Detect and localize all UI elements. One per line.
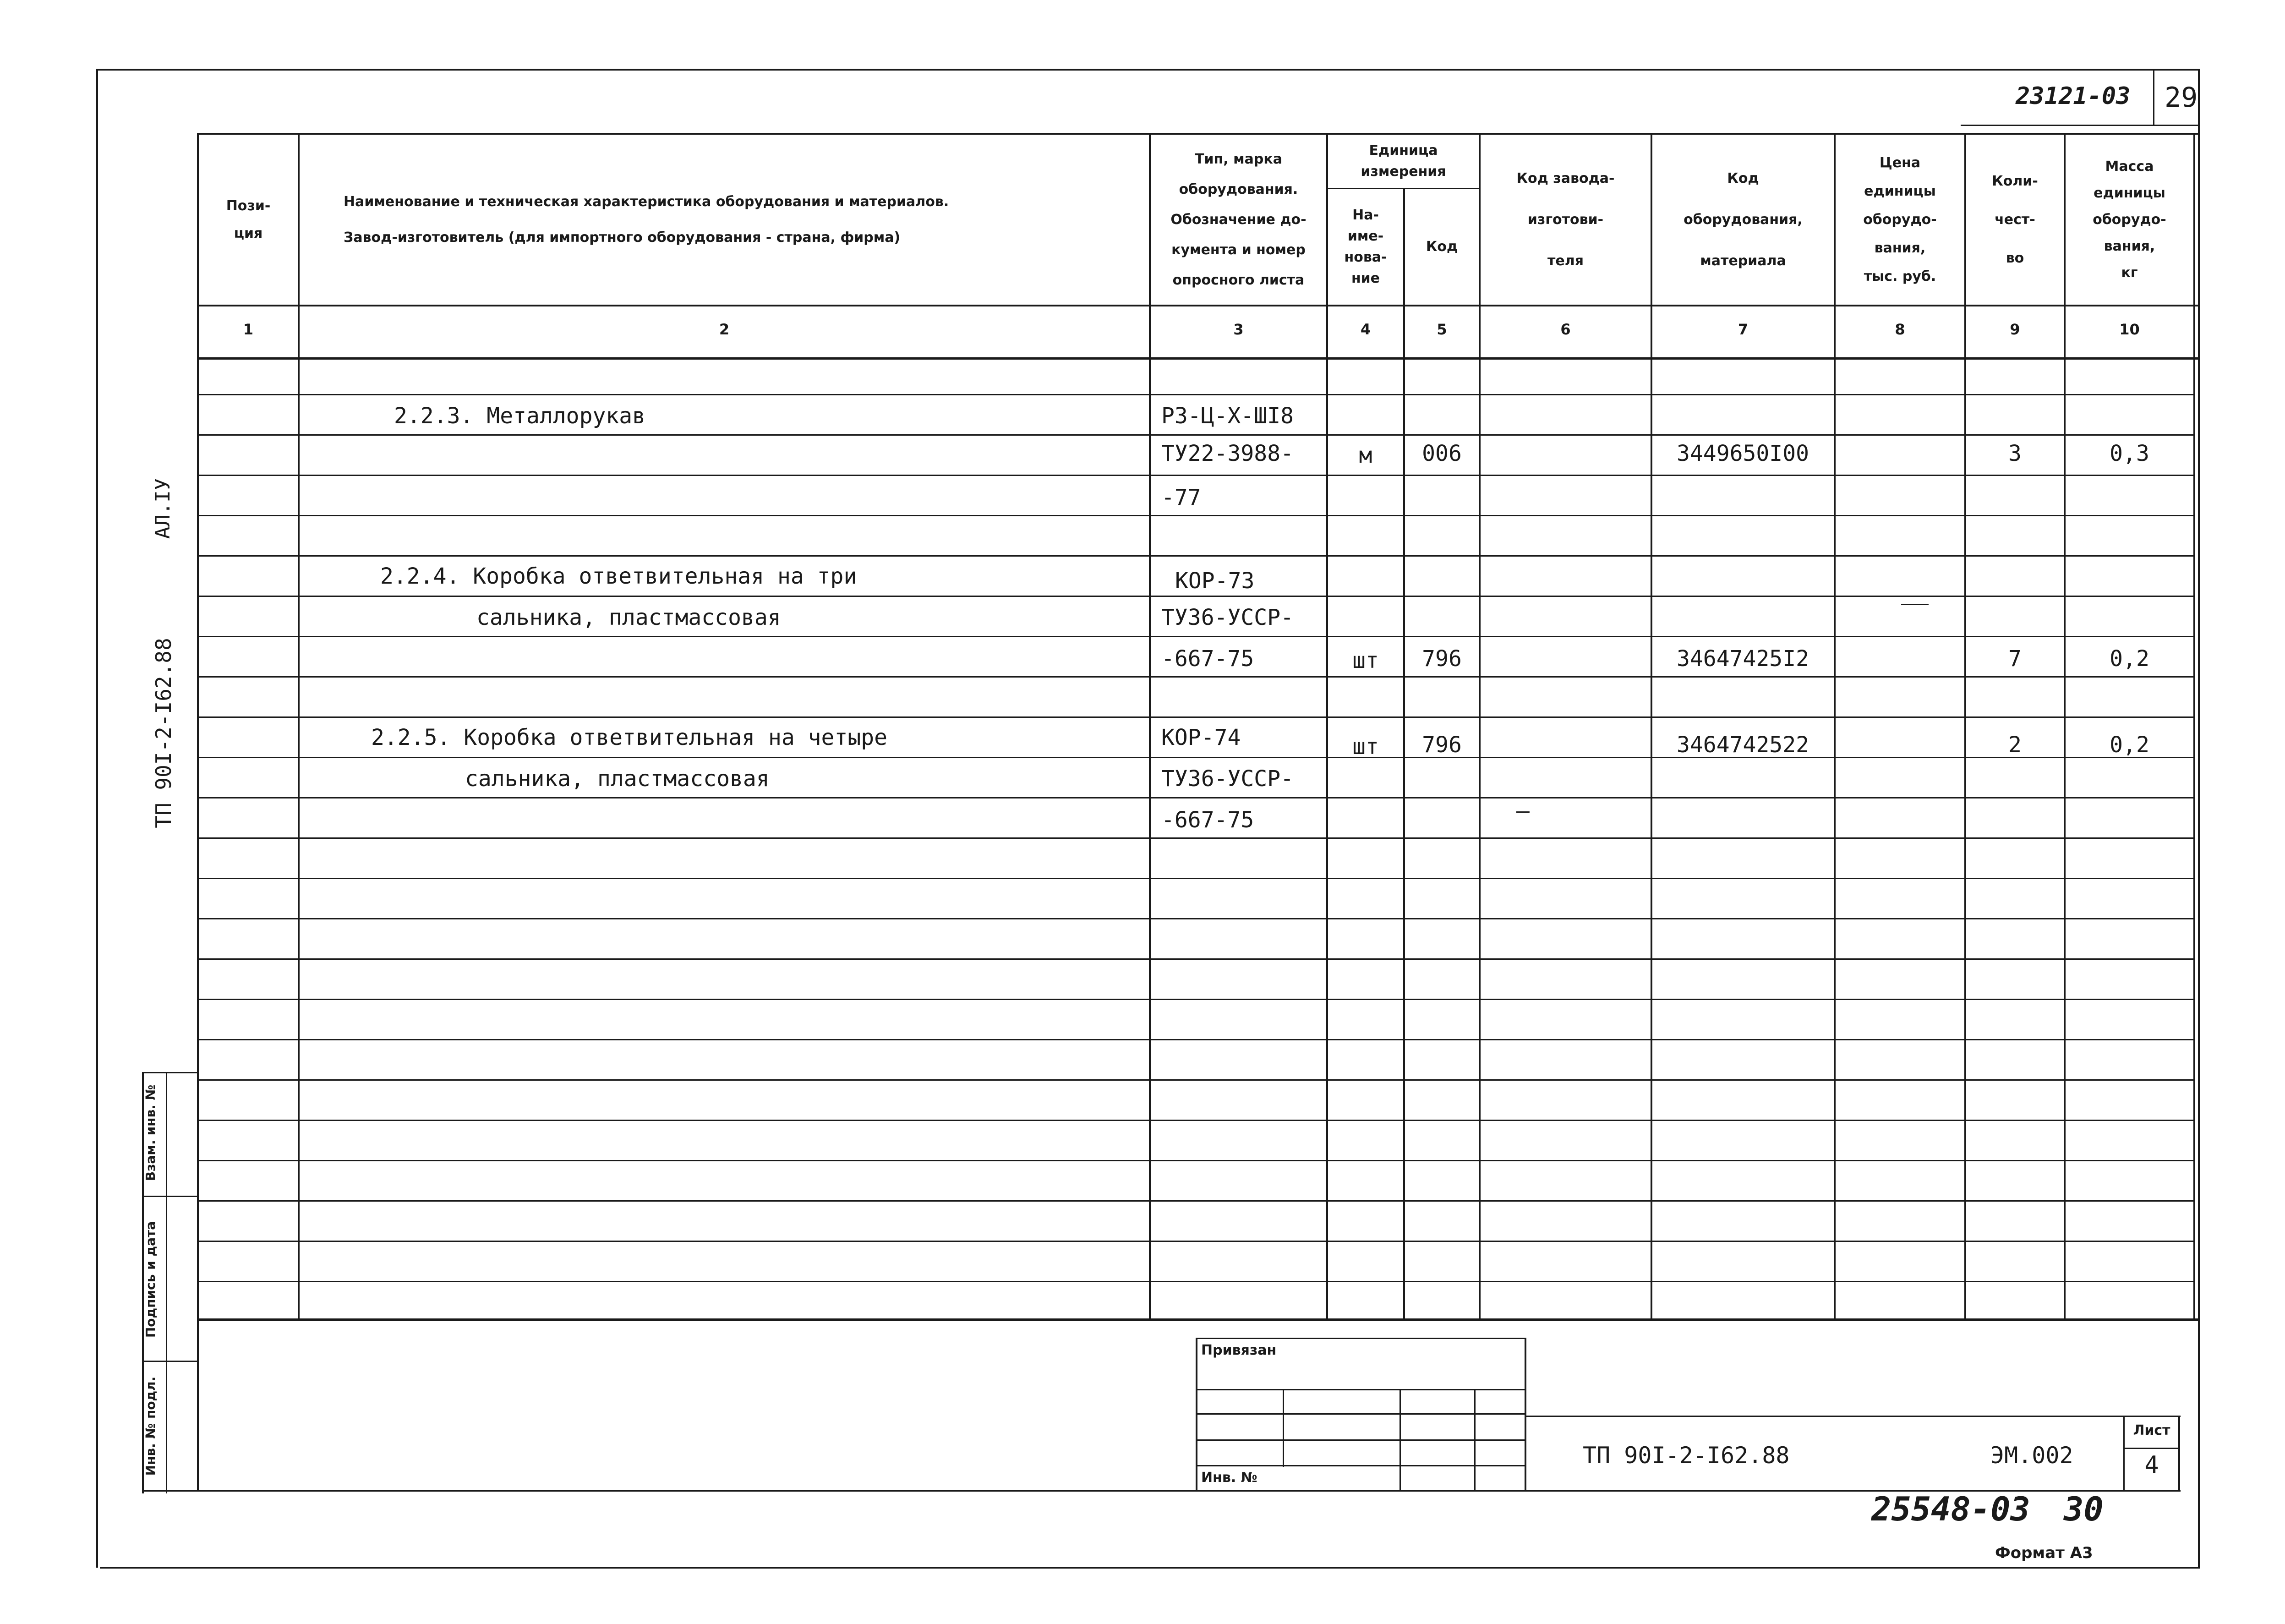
stamp-col-mid xyxy=(166,1072,167,1493)
outer-frame-right xyxy=(2198,69,2200,1568)
sheet-number: 4 xyxy=(2144,1451,2159,1479)
item-name: 2.2.3. Металлорукав xyxy=(394,403,646,429)
header-col2 xyxy=(302,135,1186,305)
item-name: сальника, пластмассовая xyxy=(476,605,781,630)
item-type: КОР-74 xyxy=(1161,725,1241,750)
column-number: 9 xyxy=(2010,321,2020,338)
item-unit-code: 006 xyxy=(1422,441,1462,466)
header-col5: Код xyxy=(1426,239,1458,255)
sheet-box-divider xyxy=(2153,69,2154,126)
attached-box-left xyxy=(1196,1338,1197,1492)
format-label: Формат А3 xyxy=(1995,1544,2093,1562)
row-line xyxy=(197,1200,2195,1202)
row-line xyxy=(197,918,2195,919)
item-quantity: 3 xyxy=(2008,441,2022,466)
header-unit-group: Единица измерения xyxy=(1361,142,1446,180)
item-type: -77 xyxy=(1161,485,1201,510)
column-number: 7 xyxy=(1738,321,1749,338)
row-line xyxy=(197,797,2195,798)
item-quantity: 7 xyxy=(2008,646,2022,672)
header-bottom xyxy=(197,305,2200,306)
row-line xyxy=(197,636,2195,637)
item-type: ТУ36-УССР- xyxy=(1161,766,1294,792)
row-line xyxy=(197,716,2195,718)
left-margin-doc-code: ТП 90I-2-I62.88 xyxy=(151,638,176,828)
item-equipment-code: 3449650I00 xyxy=(1677,441,1809,466)
header-col4: На- име- нова- ние xyxy=(1344,207,1387,286)
item-unit: шт xyxy=(1352,648,1379,673)
col-line-0 xyxy=(197,133,199,1320)
sheet-cell-left xyxy=(2123,1416,2125,1492)
outer-frame-top xyxy=(96,69,2200,71)
column-number: 6 xyxy=(1560,321,1571,338)
colnum-bottom xyxy=(197,357,2200,360)
outer-frame-left xyxy=(96,69,98,1568)
column-number: 8 xyxy=(1895,321,1905,338)
item-name: 2.2.4. Коробка ответвительная на три xyxy=(380,563,857,589)
item-equipment-code: 34647425I2 xyxy=(1677,646,1809,672)
row-line xyxy=(197,837,2195,839)
item-type: ТУ36-УССР- xyxy=(1161,605,1294,630)
sheet-box-bottom xyxy=(1961,125,2200,126)
item-type: ТУ22-3988- xyxy=(1161,441,1294,466)
column-number: 2 xyxy=(719,321,730,338)
handwritten-page: 30 xyxy=(2064,1490,2104,1528)
row-line xyxy=(197,1160,2195,1161)
bottom-box-top xyxy=(197,1319,2200,1321)
col-line-1 xyxy=(298,133,300,1320)
col-line-6 xyxy=(1651,133,1652,1320)
title-doc-code: ТП 90I-2-I62.88 xyxy=(1583,1442,1790,1469)
row-line xyxy=(197,596,2195,597)
row-line xyxy=(197,1281,2195,1282)
header-col6: Код завода- изготови- теля xyxy=(1516,170,1615,269)
item-name: сальника, пластмассовая xyxy=(465,766,770,792)
stray-mark xyxy=(2089,434,2191,436)
attached-col xyxy=(1283,1389,1284,1467)
header-col8: Цена единицы оборудо- вания, тыс. руб. xyxy=(1863,154,1937,284)
item-name: 2.2.5. Коробка ответвительная на четыре xyxy=(371,725,888,750)
row-line xyxy=(197,757,2195,758)
row-line xyxy=(197,878,2195,879)
sheet-cell-divider xyxy=(2123,1448,2180,1449)
col-line-8 xyxy=(1964,133,1966,1320)
row-line xyxy=(197,555,2195,557)
attached-row xyxy=(1196,1413,1525,1415)
column-number: 1 xyxy=(243,321,254,338)
row-line xyxy=(197,475,2195,476)
row-line xyxy=(197,676,2195,678)
col-line-2 xyxy=(1149,133,1151,1320)
row-line xyxy=(197,1241,2195,1242)
attached-box-right xyxy=(1525,1338,1526,1492)
item-plant-code: — xyxy=(1516,798,1530,824)
attached-label: Привязан xyxy=(1201,1342,1277,1358)
title-doc-mark: ЭМ.002 xyxy=(1990,1442,2073,1469)
attached-box-top xyxy=(1196,1338,1525,1339)
stray-mark xyxy=(1901,604,1929,605)
column-number: 3 xyxy=(1233,321,1244,338)
stamp-sign-label: Подпись и дата xyxy=(143,1221,158,1338)
item-type: РЗ-Ц-Х-ШI8 xyxy=(1161,403,1294,429)
item-type: -667-75 xyxy=(1161,646,1254,672)
col-line-9 xyxy=(2064,133,2066,1320)
row-line xyxy=(197,1079,2195,1081)
row-line xyxy=(197,394,2195,395)
item-unit-code: 796 xyxy=(1422,646,1462,672)
title-block-top xyxy=(1525,1416,2181,1417)
attached-row xyxy=(1196,1389,1525,1390)
row-line xyxy=(197,958,2195,960)
row-line xyxy=(197,434,2195,436)
attached-col xyxy=(1474,1389,1476,1492)
top-sheet-number: 29 xyxy=(2165,82,2198,114)
header-col10: Масса единицы оборудо- вания, кг xyxy=(2093,158,2166,281)
item-unit: м xyxy=(1359,443,1372,468)
attached-col xyxy=(1399,1389,1401,1492)
header-col2-line2: Завод-изготовитель (для импортного оборудования - страна, фирма) xyxy=(344,229,901,246)
bottom-box-left xyxy=(197,1319,199,1492)
column-number: 10 xyxy=(2119,321,2140,338)
row-line xyxy=(197,515,2195,516)
item-unit-code: 796 xyxy=(1422,732,1462,758)
handwritten-number: 25548-03 xyxy=(1871,1490,2030,1528)
item-mass: 0,2 xyxy=(2110,646,2149,672)
item-equipment-code: 3464742522 xyxy=(1677,732,1809,758)
col-line-5 xyxy=(1479,133,1481,1320)
inv-no-label: Инв. № xyxy=(1201,1470,1257,1486)
attached-row xyxy=(1196,1439,1525,1441)
item-mass: 0,2 xyxy=(2110,732,2149,758)
stamp-orig-label: Инв. № подл. xyxy=(143,1376,158,1476)
outer-frame-bottom xyxy=(100,1567,2200,1569)
item-type: КОР-73 xyxy=(1175,568,1255,594)
header-col1: Пози- ция xyxy=(226,197,271,241)
header-col9: Коли- чест- во xyxy=(1992,173,2038,266)
row-line xyxy=(197,999,2195,1000)
header-col3: Тип, марка оборудования. Обозначение до- кумента и номер опросного листа xyxy=(1170,151,1306,288)
sheet-label: Лист xyxy=(2133,1422,2170,1438)
item-quantity: 2 xyxy=(2008,732,2022,758)
col-line-10 xyxy=(2193,133,2195,1320)
col-line-7 xyxy=(1834,133,1836,1320)
handwritten-code: 23121-03 xyxy=(2016,82,2131,110)
column-number: 4 xyxy=(1360,321,1371,338)
item-mass: 0,3 xyxy=(2110,441,2149,466)
header-col7: Код оборудования, материала xyxy=(1684,170,1803,269)
item-type: -667-75 xyxy=(1161,807,1254,833)
row-line xyxy=(197,1120,2195,1121)
col-line-3 xyxy=(1326,133,1328,1320)
column-number: 5 xyxy=(1437,321,1447,338)
left-margin-album: АЛ.IУ xyxy=(151,478,175,539)
sheet-cell-right xyxy=(2178,1416,2180,1492)
item-unit: шт xyxy=(1352,734,1379,760)
stamp-inv-label: Взам. инв. № xyxy=(143,1084,158,1181)
row-line xyxy=(197,1039,2195,1040)
attached-row xyxy=(1196,1465,1525,1466)
header-col2-line1: Наименование и техническая характеристика оборудования и материалов. xyxy=(344,193,949,210)
